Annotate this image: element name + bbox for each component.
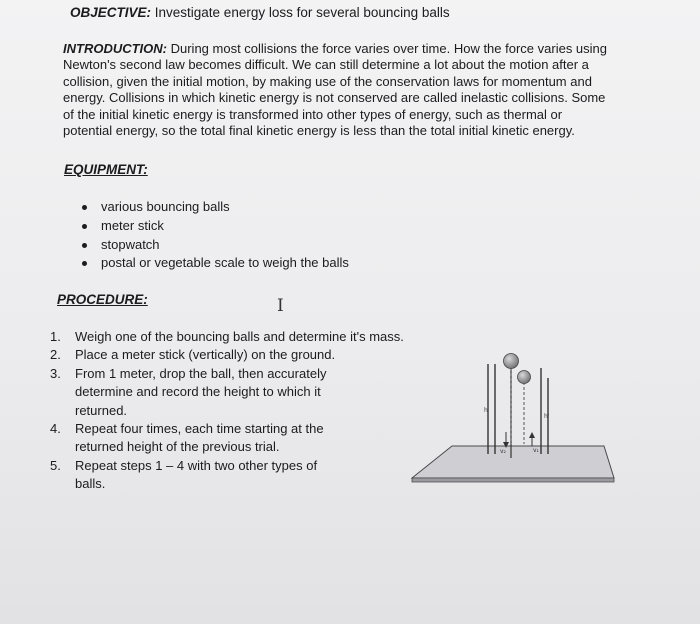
objective-text: Investigate energy loss for several bouncing balls [151, 5, 450, 20]
label-v1: v₁ [533, 447, 539, 454]
procedure-heading: PROCEDURE: [57, 292, 148, 307]
label-h-prime: h' [544, 413, 550, 420]
introduction-line: potential energy, so the total final kinetic energy is less than the total initial kinetic energy. [63, 123, 575, 139]
list-item [50, 328, 404, 346]
list-item: meter stick [80, 217, 349, 236]
introduction-line: energy. Collisions in which kinetic energy is not conserved are called inelastic collisions. Some [63, 90, 606, 106]
introduction-line: Newton's second law becomes difficult. We can still determine a lot about the motion after a [63, 57, 589, 73]
bouncing-ball-diagram [406, 342, 620, 484]
list-item [50, 457, 404, 494]
floor-plane [412, 446, 614, 478]
step-text: returned height of the previous trial. [75, 439, 280, 455]
step-text: determine and record the height to which it [75, 384, 321, 400]
step-number: 2. [50, 347, 61, 363]
step-text: Repeat steps 1 – 4 with two other types of [75, 457, 318, 473]
step-text: Repeat four times, each time starting at the [75, 421, 324, 437]
text-cursor-icon: I [277, 296, 284, 316]
step-number: 1. [50, 329, 61, 344]
step-text: Place a meter stick (vertically) on the ground. [75, 347, 336, 363]
equipment-heading: EQUIPMENT: [64, 162, 148, 177]
objective [70, 5, 450, 21]
ball-icon [518, 371, 531, 384]
list-item: various bouncing balls [80, 198, 349, 217]
introduction-label: INTRODUCTION: [63, 41, 167, 56]
list-item [50, 420, 404, 457]
step-text: From 1 meter, drop the ball, then accurately [75, 365, 327, 381]
procedure-list [50, 328, 404, 494]
list-item: stopwatch [80, 236, 349, 255]
ball-icon [504, 354, 519, 369]
step-number: 4. [50, 421, 61, 437]
introduction-text: During most collisions the force varies over time. How the force varies using [167, 41, 608, 56]
objective-label: OBJECTIVE: [70, 5, 152, 20]
velocity-arrow-head [529, 432, 535, 438]
step-text: balls. [75, 476, 106, 492]
introduction-line: collision, given the initial motion, by making use of the conservation laws for momentum and [63, 73, 592, 89]
step-text: returned. [75, 402, 128, 418]
list-item [50, 346, 404, 364]
step-number: 3. [50, 365, 61, 381]
introduction-line: of the initial kinetic energy is transformed into other types of energy, such as thermal or [63, 106, 563, 122]
introduction [63, 41, 623, 139]
label-v2: v₂ [500, 448, 506, 455]
label-h: h [484, 407, 488, 414]
floor-edge [412, 478, 614, 482]
list-item: postal or vegetable scale to weigh the balls [80, 254, 349, 273]
step-text: Weigh one of the bouncing balls and determine it's mass. [75, 329, 404, 344]
list-item [50, 365, 404, 420]
introduction-line [63, 41, 623, 57]
equipment-list [80, 198, 349, 273]
step-number: 5. [50, 457, 61, 473]
